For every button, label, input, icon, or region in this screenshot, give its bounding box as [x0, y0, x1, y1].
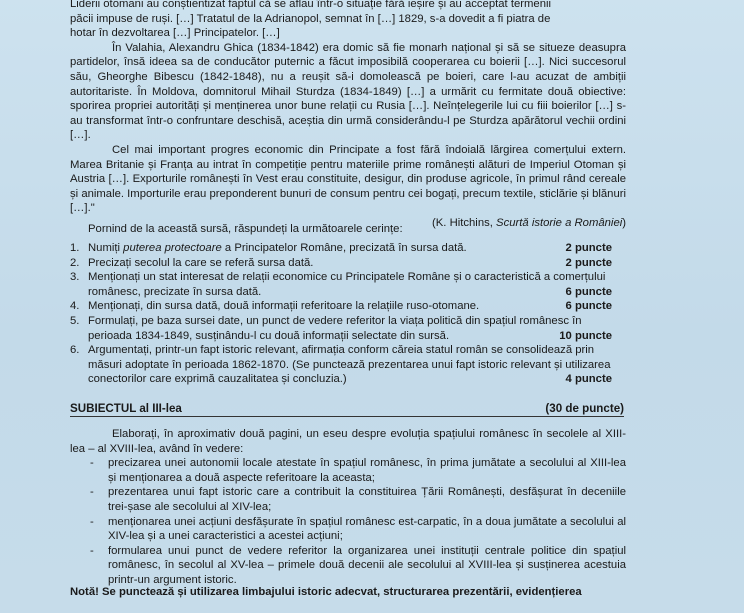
- source-paragraph-2: În Valahia, Alexandru Ghica (1834-1842) era domic să fie monarh național și să se situeze deasupra partidelor, însă ideea sa de conducător puternic a făcut imposibilă cooperarea cu boierii […]. Nici succesorul său, Gheorghe Bibescu (1842-1848), nu a reușit să-i domolească pe boieri, care l-au acuzat de ambiții autoritariste. În Moldova, domnitorul Mihail Sturdza (1834-1849) […] a urmărit cu fermitate două obiective: sporirea propriei autorități și menținerea unor bune relații cu Rusia […]. Neînțelegerile lui cu fiii boierilor […] s-au transformat într-o confruntare deschisă, aceștia din urmă considerându-l pe Sturdza apărătorul vechii ordini […].: [70, 41, 626, 142]
- question-6: 6. Argumentați, printr-un fapt istoric relevant, afirmația conform căreia statul român se consolidează prin măsuri adoptate în perioada 1862-1870. (Se punctează prezentarea unui fapt istoric relevant și utilizarea conectorilor care exprimă cauzalitatea și concluzia.) 4 puncte: [70, 344, 612, 386]
- question-points: 4 puncte: [565, 373, 612, 386]
- source-book-title: Scurtă istorie a României: [496, 216, 623, 229]
- source-text: [70, 0, 626, 231]
- questions-list: [70, 241, 626, 387]
- question-3: 3. Menționați un stat interesat de relații economice cu Principatele Române și o caracteristică a comerțului românesc, precizate în sursa dată. 6 puncte: [70, 271, 612, 298]
- questions-intro: Pornind de la această sursă, răspundeți la următoarele cerințe:: [88, 223, 403, 235]
- subject-points: (30 de puncte): [545, 402, 624, 415]
- essay-task: [70, 427, 626, 588]
- essay-requirements: [70, 456, 626, 587]
- question-1: 1. 2 puncte Numiți puterea protectoare a Principatelor Române, precizată în sursa dată.: [70, 242, 612, 254]
- source-attribution: (K. Hitchins, Scurtă istorie a României): [432, 216, 626, 229]
- essay-requirement: - formularea unui punct de vedere referitor la organizarea unei instituții centrale politice din spațiul românesc, în secolul al XV-lea – primele două decenii ale secolului al XVIII-lea și susținerea acestuia printr-un argument istoric.: [70, 544, 626, 588]
- source-line-3: hotar în dezvoltarea […] Principatelor. […]: [70, 27, 280, 40]
- question-points: 6 puncte: [565, 300, 612, 313]
- essay-intro: Elaborați, în aproximativ două pagini, un eseu despre evoluția spațiului românesc în secolele al XIII-lea – al XVIII-lea, având în vedere:: [70, 428, 626, 455]
- question-5: 5. Formulați, pe baza sursei date, un punct de vedere referitor la viața politică din spațiul românesc în perioada 1834-1849, susținându-l cu două informații selectate din sursă. 10 puncte: [70, 314, 612, 342]
- question-points: 2 puncte: [565, 242, 612, 254]
- grading-note: Notă! Se punctează și utilizarea limbajului istoric adecvat, structurarea prezentării, evidențierea: [70, 586, 582, 598]
- question-points: 2 puncte: [565, 256, 612, 269]
- question-2: 2. 2 puncte Precizați secolul la care se referă sursa dată.: [70, 256, 612, 269]
- subject-heading: [70, 401, 624, 417]
- subject-title: SUBIECTUL al III-lea: [70, 402, 182, 415]
- source-paragraph-3: Cel mai important progres economic din Principate a fost fără îndoială lărgirea comerțului extern. Marea Britanie și Franța au intrat în competiție pentru materiile prime românești alături de Imperiul Otoman și Austria […]. Exporturile românești în Vest erau constituite, desigur, din produse agricole, în primul rând cereale și animale. Importurile erau preponderent bunuri de consum pentru cei bogați, precum textile, sticlărie și blănuri […].": [70, 143, 626, 215]
- source-line-1: Liderii otomani au conștientizat faptul că se aflau într-o situație fără ieșire și au acceptat termenii: [70, 0, 551, 10]
- essay-requirement: - precizarea unei autonomii locale atestate în spațiul românesc, în prima jumătate a secolului al XIII-lea și menționarea a două aspecte referitoare la aceasta;: [70, 456, 626, 485]
- essay-requirement: - prezentarea unui fapt istoric care a contribuit la constituirea Țării Românești, desfășurat în deceniile trei-șase ale secolului al XIV-lea;: [70, 485, 626, 514]
- question-points: 6 puncte: [565, 285, 612, 298]
- question-points: 10 puncte: [559, 329, 612, 342]
- question-4: 4. Menționați, din sursa dată, două informații referitoare la relațiile ruso-otomane. 6 puncte: [70, 300, 612, 313]
- source-line-2: păcii impuse de ruși. […] Tratatul de la Adrianopol, semnat în […] 1829, s-a dovedit a fi piatra de: [70, 12, 551, 25]
- essay-requirement: - menționarea unei acțiuni desfășurate în spațiul românesc est-carpatic, în a doua jumătate a secolului al XIV-lea și a unei caracteristici a acestei acțiuni;: [70, 515, 626, 544]
